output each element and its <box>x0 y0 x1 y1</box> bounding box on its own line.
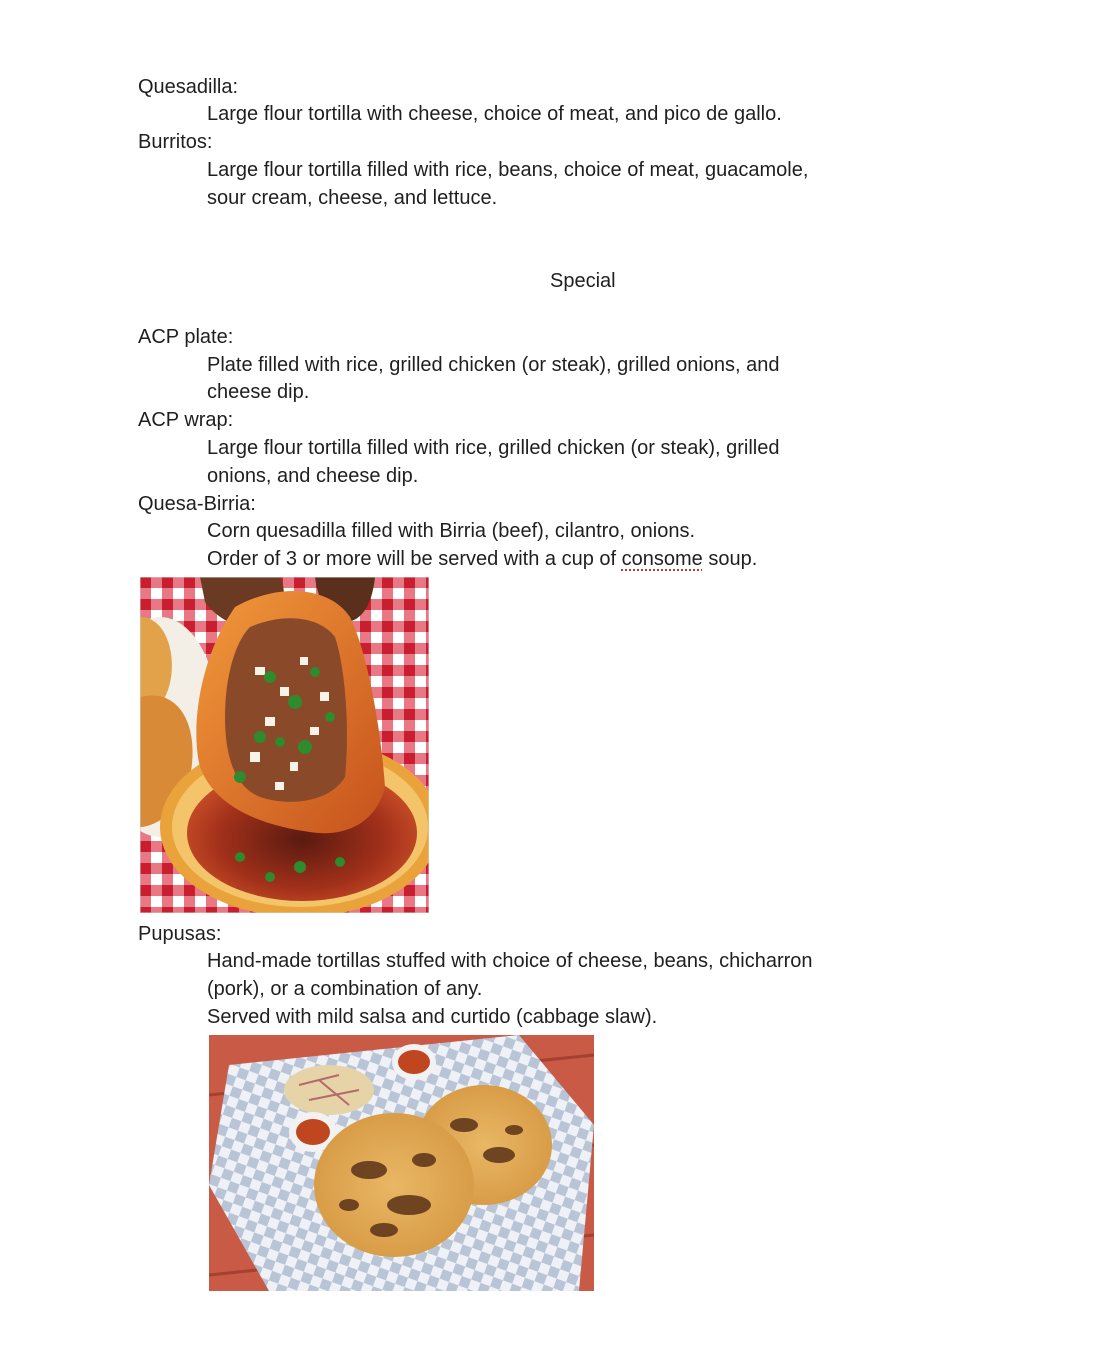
quesa-birria-description: Corn quesadilla filled with Birria (beef), cilantro, onions. <box>207 520 696 542</box>
acp-wrap-description-line-2: onions, and cheese dip. <box>207 465 419 487</box>
quesa-birria-heading: Quesa-Birria: <box>138 493 256 515</box>
pupusas-description-line-3: Served with mild salsa and curtido (cabbage slaw). <box>207 1006 658 1028</box>
pupusas-heading: Pupusas: <box>138 923 222 945</box>
burritos-heading: Burritos: <box>138 131 213 153</box>
pupusas-description-line-2: (pork), or a combination of any. <box>207 978 483 1000</box>
special-section-heading: Special <box>550 270 616 292</box>
acp-wrap-heading: ACP wrap: <box>138 409 234 431</box>
order-note-end: soup. <box>702 548 758 570</box>
consome-word: consome <box>621 548 703 570</box>
quesa-birria-photo <box>140 577 429 913</box>
acp-plate-heading: ACP plate: <box>138 326 234 348</box>
pupusas-photo <box>209 1035 594 1291</box>
quesa-birria-order-note <box>207 545 757 573</box>
pupusas-description-line-1: Hand-made tortillas stuffed with choice of cheese, beans, chicharron <box>207 950 813 972</box>
acp-plate-description-line-1: Plate filled with rice, grilled chicken (or steak), grilled onions, and <box>207 354 780 376</box>
quesadilla-heading: Quesadilla: <box>138 76 239 98</box>
order-note-start: Order of 3 or more will be served with a cup of <box>207 548 622 570</box>
burritos-description-line-2: sour cream, cheese, and lettuce. <box>207 187 498 209</box>
acp-plate-description-line-2: cheese dip. <box>207 381 310 403</box>
acp-wrap-description-line-1: Large flour tortilla filled with rice, grilled chicken (or steak), grilled <box>207 437 780 459</box>
burritos-description-line-1: Large flour tortilla filled with rice, beans, choice of meat, guacamole, <box>207 159 809 181</box>
quesadilla-description: Large flour tortilla with cheese, choice of meat, and pico de gallo. <box>207 103 782 125</box>
